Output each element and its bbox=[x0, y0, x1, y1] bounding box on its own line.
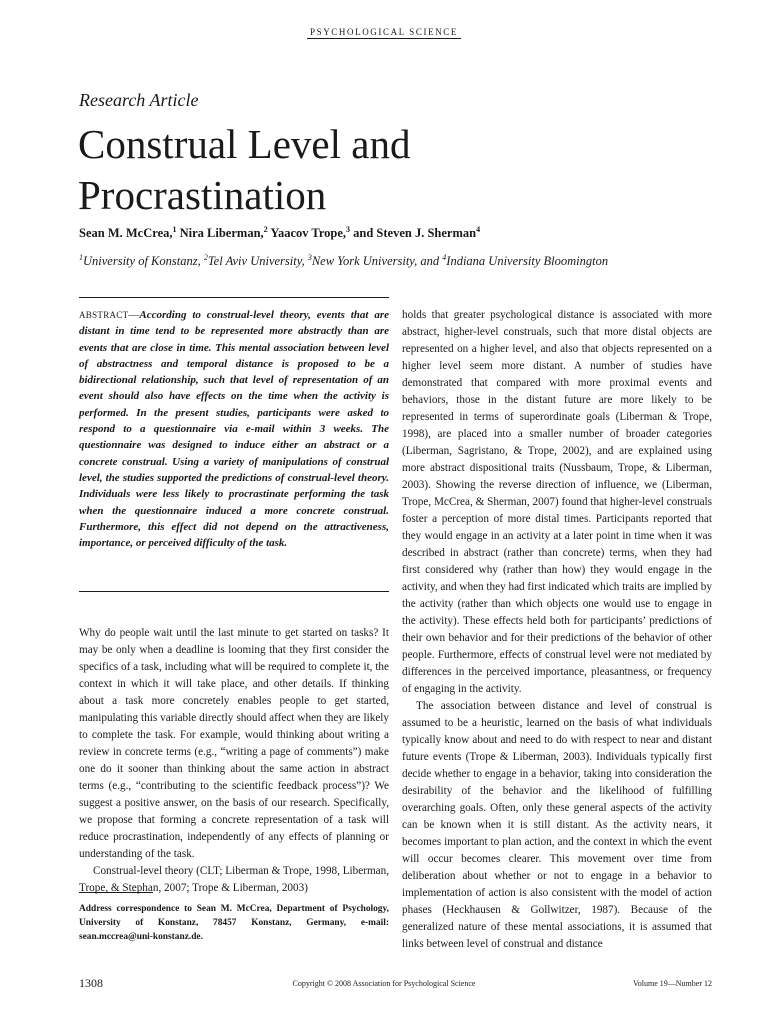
affiliation-list bbox=[79, 254, 608, 269]
affiliation-text: Tel Aviv University, bbox=[207, 254, 308, 268]
affiliation-marker: 4 bbox=[442, 253, 447, 262]
correspondence-footnote: Address correspondence to Sean M. McCrea, Department of Psychology, University of Konstanz, 78457 Konstanz, Germany, e-mail: sean.mccrea@uni-konstanz.de. bbox=[79, 904, 389, 942]
abstract-dash: — bbox=[128, 309, 140, 321]
author-affiliation-marker: 1 bbox=[172, 225, 177, 234]
copyright-notice: Copyright © 2008 Association for Psychological Science bbox=[292, 979, 476, 988]
abstract bbox=[79, 307, 389, 551]
abstract-text: According to construal-level theory, events that are distant in time tend to be represented more abstractly than are events that are close in time. This mental association between level of abstractness and temporal distance is proposed to be a bidirectional relationship, such that level of representation of an event should also have effects on the time when the activity is performed. In the present studies, participants were asked to respond to a questionnaire via e-mail within 3 weeks. The questionnaire was designed to induce either an abstract or a concrete construal. Using a variety of manipulations of construal level, the studies supported the predictions of construal-level theory. Individuals were less likely to procrastinate performing the task when the questionnaire induced a more concrete construal. Furthermore, this effect did not depend on the attractiveness, importance, or perceived difficulty of the task. bbox=[79, 309, 389, 550]
affiliation-text: New York University, and bbox=[311, 254, 443, 268]
author-affiliation-marker: 3 bbox=[346, 225, 351, 234]
footnote-rule bbox=[79, 892, 153, 893]
affiliation-text: Indiana University Bloomington bbox=[446, 254, 609, 268]
abstract-top-rule bbox=[79, 297, 389, 298]
journal-name: PSYCHOLOGICAL SCIENCE bbox=[307, 27, 461, 39]
affiliation-marker: 2 bbox=[203, 253, 208, 262]
journal-header bbox=[0, 22, 768, 40]
author-name: Yaacov Trope, bbox=[267, 226, 347, 240]
affiliation-marker: 3 bbox=[307, 253, 312, 262]
body-column-left bbox=[79, 625, 389, 897]
page-number: 1308 bbox=[79, 976, 103, 990]
author-list bbox=[79, 226, 480, 241]
title-line: Construal Level and bbox=[78, 121, 411, 167]
author-affiliation-marker: 4 bbox=[476, 225, 481, 234]
article-title bbox=[78, 119, 410, 221]
body-column-right bbox=[402, 307, 712, 953]
affiliation-text: University of Konstanz, bbox=[83, 254, 204, 268]
abstract-bottom-rule bbox=[79, 591, 389, 592]
author-affiliation-marker: 2 bbox=[263, 225, 268, 234]
title-line: Procrastination bbox=[78, 172, 327, 218]
body-paragraph: holds that greater psychological distance is associated with more abstract, higher-level construals, such that more distal objects are represented on a higher level, and also that objects represented on a higher level seem more distant. A number of studies have demonstrated that compared with more proximal events and behaviors, those in the distant future are more likely to be represented in terms of superordinate goals (Liberman & Trope, 1998), are placed into a smaller number of broader categories (Liberman, Sagristano, & Trope, 2002), and are explained using more abstract dispositional traits (Nussbaum, Trope, & Liberman, 2003). Showing the reverse direction of influence, we (Liberman, Trope, McCrea, & Sherman, 2007) found that higher-level construals foster a perception of more distal times. Participants reported that they would engage in an activity at a later point in time when it was described in abstract (rather than concrete) terms, when they had first considered why (rather than how) they would engage in the activity, and when they had first indicated which traits are implied by the activity (rather than which objects one would use to engage in the activity). These effects held both for participants’ predictions of their own behavior and for their predictions of the behavior of other people. Furthermore, effects of construal level were not mediated by differences in the perceived importance, pleasantness, or frequency of engaging in the activity. bbox=[402, 309, 712, 695]
affiliation-marker: 1 bbox=[79, 253, 83, 262]
article-type: Research Article bbox=[79, 90, 199, 110]
author-name: Nira Liberman, bbox=[176, 226, 264, 240]
body-paragraph: The association between distance and level of construal is assumed to be a heuristic, learned on the basis of what individuals typically know about and need to do with respect to near and distant future events (Trope & Liberman, 2003). Individuals typically first decide whether to engage in a behavior, taking into consideration the desirability of the behavior and the likelihood of fulfilling overarching goals. Often, only these general aspects of the activity can be known when it is still distant. As the activity nears, it becomes important to plan action, and the context in which the event will occur becomes clearer. This movement over time from deliberation about whether or not to engage in a behavior to implementation of action is also consistent with the model of action phases (Heckhausen & Gollwitzer, 1987). Because of the generalized nature of these mental associations, it is assumed that links between level of construal and distance bbox=[402, 700, 712, 950]
author-name: Sean M. McCrea, bbox=[79, 226, 173, 240]
body-paragraph: Why do people wait until the last minute to get started on tasks? It may be only when a deadline is looming that they first consider the specifics of a task, including what will be required to complete it, the context in which it will take place, and other details. If thinking about a task more concretely enables people to get started, manipulating this variable directly should affect when they are likely to complete the task. For example, would thinking about writing a review in concrete terms (e.g., “writing a page of comments”) make one do it sooner than thinking about the same action in abstract terms (e.g., “contributing to the scientific feedback process”)? We suggest a positive answer, on the basis of our research. Specifically, we propose that forming a concrete representation of a task will reduce procrastination, independently of any effects of planning or understanding of the task. bbox=[79, 627, 389, 860]
volume-info: Volume 19—Number 12 bbox=[633, 979, 712, 988]
body-paragraph: Construal-level theory (CLT; Liberman & Trope, 1998, Liberman, Trope, & Stephan, 2007; Trope & Liberman, 2003) bbox=[79, 865, 390, 894]
abstract-label: ABSTRACT bbox=[79, 310, 129, 320]
author-name: and Steven J. Sherman bbox=[350, 226, 477, 240]
